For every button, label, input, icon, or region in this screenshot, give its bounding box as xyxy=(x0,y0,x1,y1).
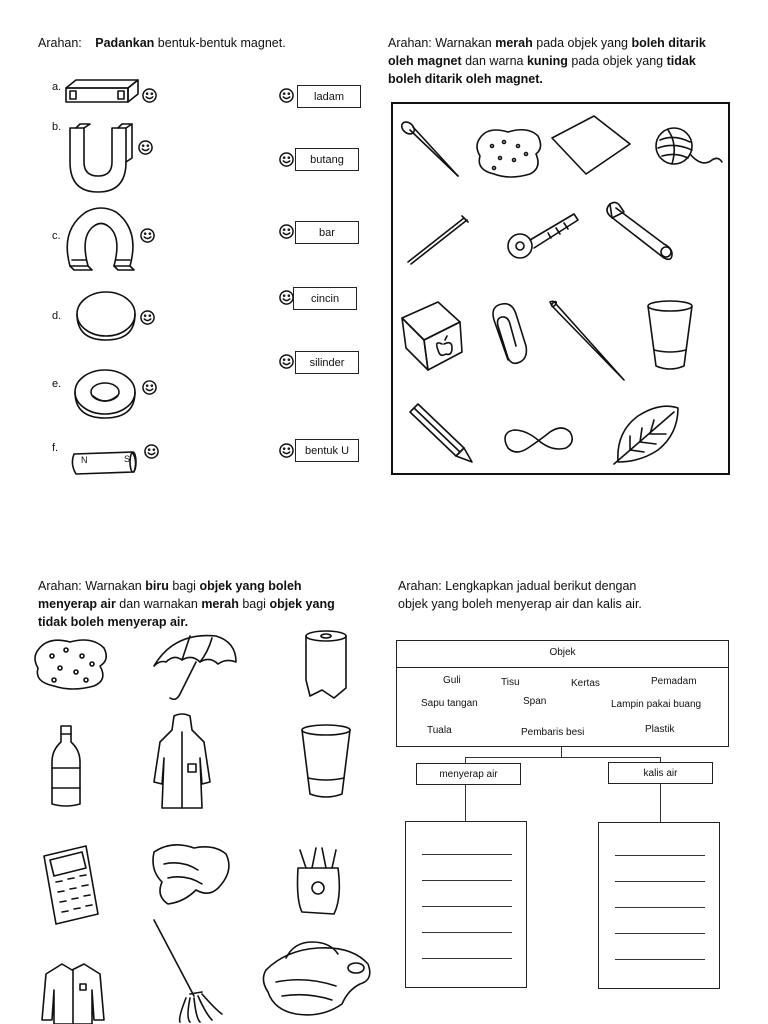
item-kertas: Kertas xyxy=(571,678,600,689)
smiley-icon xyxy=(142,88,157,103)
q3-instruction-part: dan warnakan xyxy=(115,597,202,611)
juice-box-icon[interactable] xyxy=(398,298,464,372)
cylinder-magnet-icon xyxy=(66,448,142,480)
wire-icon[interactable] xyxy=(404,212,470,266)
sponge-icon[interactable] xyxy=(32,634,110,690)
item-plastik: Plastik xyxy=(645,724,675,735)
smiley-icon xyxy=(279,290,294,305)
ring-magnet-icon xyxy=(72,366,138,422)
disc-magnet-icon xyxy=(74,290,138,344)
q2-instruction-part: dan warna xyxy=(461,54,527,68)
q1-letter-c: c. xyxy=(52,230,61,242)
plastic-bag-icon[interactable] xyxy=(292,846,344,916)
q1-instruction-rest: bentuk-bentuk magnet. xyxy=(154,36,286,50)
q1-instruction xyxy=(38,34,358,52)
umbrella-icon[interactable] xyxy=(150,632,240,704)
q4-instruction xyxy=(398,577,728,613)
q3-instruction-part: merah xyxy=(201,597,239,611)
q2-instruction-part: pada objek yang xyxy=(567,54,667,68)
smiley-icon xyxy=(279,354,294,369)
cylinder-pole-n: N xyxy=(81,455,88,465)
leaf-icon[interactable] xyxy=(612,402,682,466)
q3-instruction-part: bagi xyxy=(168,579,200,593)
pencil-icon[interactable] xyxy=(406,402,476,464)
calculator-icon[interactable] xyxy=(40,842,102,926)
word-box-silinder[interactable]: silinder xyxy=(295,351,359,374)
answer-line[interactable] xyxy=(615,881,705,882)
answer-line[interactable] xyxy=(615,933,705,934)
smiley-icon xyxy=(142,380,157,395)
cloth-icon[interactable] xyxy=(148,840,236,910)
smiley-icon xyxy=(140,310,155,325)
smiley-icon xyxy=(279,443,294,458)
raincoat-icon[interactable] xyxy=(152,712,212,812)
q2-instruction-part: boleh ditarik oleh magnet xyxy=(388,36,706,68)
bottle-icon[interactable] xyxy=(48,724,84,810)
category-menyerap-air: menyerap air xyxy=(416,763,521,785)
glass-icon[interactable] xyxy=(644,298,698,374)
paper-clip-icon[interactable] xyxy=(486,300,526,370)
word-box-cincin[interactable]: cincin xyxy=(293,287,357,310)
item-guli: Guli xyxy=(443,675,461,686)
q2-instruction-part: Arahan: Warnakan xyxy=(388,36,496,50)
answer-box-menyerap-air[interactable] xyxy=(405,821,527,988)
item-pembaris-besi: Pembaris besi xyxy=(521,727,585,738)
q3-instruction xyxy=(38,577,346,631)
q4-instruction-line: Arahan: Lengkapkan jadual berikut dengan xyxy=(398,579,637,593)
item-sapu-tangan: Sapu tangan xyxy=(421,698,478,709)
q1-letter-d: d. xyxy=(52,310,62,322)
objek-table-title: Objek xyxy=(549,647,576,658)
smiley-icon xyxy=(140,228,155,243)
sponge-icon[interactable] xyxy=(474,124,544,180)
word-box-bar[interactable]: bar xyxy=(295,221,359,244)
answer-line[interactable] xyxy=(422,854,512,855)
item-tisu: Tisu xyxy=(501,677,520,688)
objek-table xyxy=(396,640,729,747)
answer-line[interactable] xyxy=(422,906,512,907)
word-box-ladam[interactable]: ladam xyxy=(297,85,361,108)
answer-line[interactable] xyxy=(422,880,512,881)
key-icon[interactable] xyxy=(504,206,580,264)
tree-connector xyxy=(465,757,661,758)
q3-instruction-part: objek yang tidak boleh menyerap air. xyxy=(38,597,335,629)
answer-line[interactable] xyxy=(422,958,512,959)
answer-line[interactable] xyxy=(422,932,512,933)
tree-connector xyxy=(660,784,661,822)
q2-instruction-part: pada objek yang xyxy=(532,36,632,50)
q3-instruction-part: bagi xyxy=(238,597,270,611)
shirt-icon[interactable] xyxy=(40,960,106,1024)
bar-magnet-icon xyxy=(62,74,142,106)
paper-icon[interactable] xyxy=(548,114,634,178)
q1-letter-a: a. xyxy=(52,81,62,93)
item-span: Span xyxy=(523,696,547,707)
word-box-butang[interactable]: butang xyxy=(295,148,359,171)
smiley-icon xyxy=(279,152,294,167)
smiley-icon xyxy=(144,444,159,459)
q1-instruction-label: Arahan: xyxy=(38,36,82,50)
horseshoe-magnet-icon xyxy=(64,204,138,274)
rubber-band-icon[interactable] xyxy=(500,418,578,458)
q3-instruction-part: objek yang boleh menyerap air xyxy=(38,579,302,611)
category-kalis-air: kalis air xyxy=(608,762,713,784)
q2-instruction-part: merah xyxy=(495,36,533,50)
tree-connector xyxy=(465,785,466,821)
q1-letter-b: b. xyxy=(52,121,62,133)
q2-instruction-part: kuning xyxy=(526,54,568,68)
q2-instruction-part: tidak boleh ditarik oleh magnet xyxy=(388,54,696,86)
item-tuala: Tuala xyxy=(427,725,452,736)
answer-line[interactable] xyxy=(615,907,705,908)
yarn-icon[interactable] xyxy=(652,124,724,172)
u-magnet-icon xyxy=(66,124,136,196)
nail-icon[interactable] xyxy=(398,118,462,180)
glass-icon[interactable] xyxy=(298,722,354,802)
item-pemadam: Pemadam xyxy=(651,676,697,687)
smiley-icon xyxy=(279,88,294,103)
q1-letter-e: e. xyxy=(52,378,62,390)
safety-pin-icon[interactable] xyxy=(602,198,676,264)
answer-box-kalis-air[interactable] xyxy=(598,822,720,989)
q2-instruction-part: . xyxy=(539,72,543,86)
smiley-icon xyxy=(279,224,294,239)
answer-line[interactable] xyxy=(615,959,705,960)
q2-instruction xyxy=(388,34,718,88)
diaper-icon[interactable] xyxy=(256,932,378,1024)
needle-icon[interactable] xyxy=(546,298,628,384)
q1-letter-f: f. xyxy=(52,442,59,454)
objek-table-divider xyxy=(397,667,728,668)
q3-instruction-part: Arahan: Warnakan xyxy=(38,579,146,593)
cylinder-pole-s: S xyxy=(124,454,131,464)
q1-instruction-bold: Padankan xyxy=(95,36,155,50)
paper-towel-icon[interactable] xyxy=(300,628,352,700)
q4-instruction-line: objek yang boleh menyerap air dan kalis air. xyxy=(398,597,642,611)
answer-line[interactable] xyxy=(615,855,705,856)
item-lampin-pakai-buang: Lampin pakai buang xyxy=(611,699,702,710)
q3-instruction-part: biru xyxy=(145,579,169,593)
smiley-icon xyxy=(138,140,153,155)
mop-icon[interactable] xyxy=(150,918,230,1024)
word-box-bentuk-u[interactable]: bentuk U xyxy=(295,439,359,462)
